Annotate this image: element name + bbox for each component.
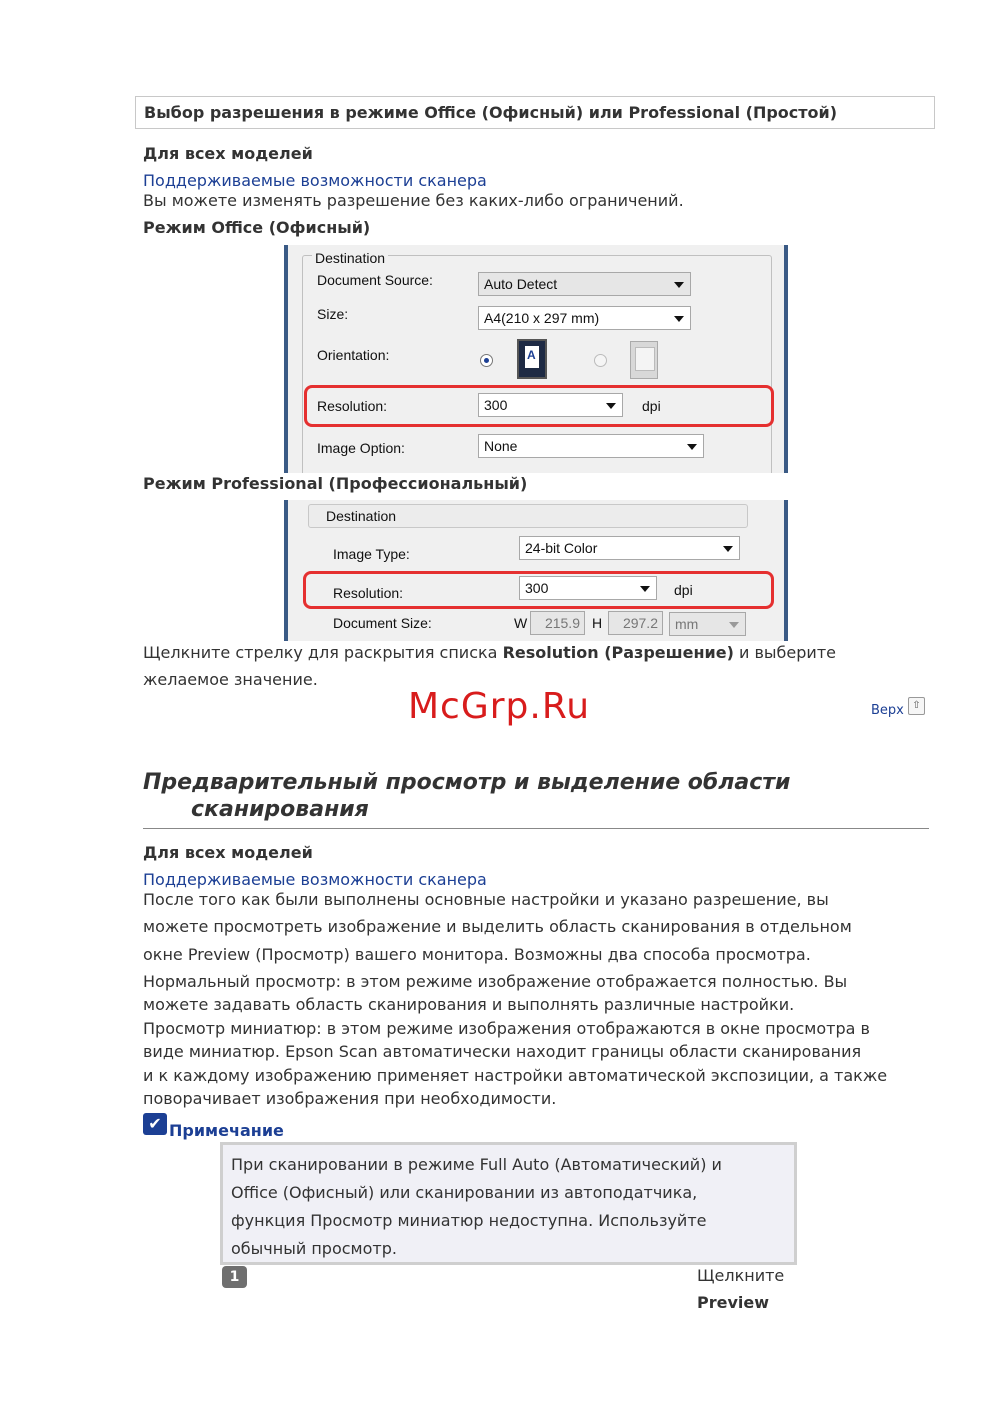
paragraph-line: можете просмотреть изображение и выделить область сканирования в отдельном	[143, 917, 852, 936]
width-label: W	[514, 615, 528, 631]
portrait-radio[interactable]	[480, 354, 493, 367]
image-option-label: Image Option:	[317, 440, 405, 456]
resolution-select[interactable]	[519, 576, 657, 600]
note-line: Office (Офисный) или сканировании из автоподатчика,	[231, 1183, 698, 1202]
note-line: обычный просмотр.	[231, 1239, 397, 1258]
instruction-bold: Resolution (Разрешение)	[502, 643, 734, 662]
note-label: Примечание	[169, 1121, 284, 1140]
paragraph-line: После того как были выполнены основные настройки и указано разрешение, вы	[143, 890, 829, 909]
resolution-value: 300	[484, 397, 508, 413]
chevron-down-icon	[606, 403, 616, 409]
chevron-down-icon	[640, 586, 650, 592]
professional-mode-heading: Режим Professional (Профессиональный)	[143, 474, 528, 493]
section-title-line1: Предварительный просмотр и выделение области	[143, 770, 791, 795]
resolution-label: Resolution:	[333, 585, 404, 601]
chevron-down-icon	[674, 282, 684, 288]
unit-select[interactable]	[669, 612, 746, 636]
portrait-orientation-icon: A	[517, 339, 547, 379]
dpi-label: dpi	[674, 582, 693, 598]
size-value: A4(210 x 297 mm)	[484, 310, 600, 326]
document-source-select[interactable]	[478, 272, 691, 296]
resolution-value: 300	[525, 580, 549, 596]
width-field[interactable]: 215.9	[530, 611, 585, 635]
supported-features-link[interactable]: Поддерживаемые возможности сканера	[143, 870, 487, 889]
instruction-text	[143, 643, 836, 662]
arrow-up-icon[interactable]: ⇧	[908, 697, 925, 715]
paragraph-line: можете задавать область сканирования и выполнять различные настройки.	[143, 995, 795, 1014]
paragraph-line: поворачивает изображения при необходимости.	[143, 1089, 557, 1108]
document-size-label: Document Size:	[333, 615, 432, 631]
image-type-select[interactable]	[519, 536, 740, 560]
image-option-value: None	[484, 438, 518, 454]
document-source-value: Auto Detect	[484, 276, 558, 292]
note-box	[220, 1142, 797, 1265]
note-line: При сканировании в режиме Full Auto (Автоматический) и	[231, 1155, 722, 1174]
image-type-label: Image Type:	[333, 546, 410, 562]
paragraph-line: окне Preview (Просмотр) вашего монитора. Возможны два способа просмотра.	[143, 945, 811, 964]
size-label: Size:	[317, 306, 349, 322]
paragraph-line: Просмотр миниатюр: в этом режиме изображения отображаются в окне просмотра в	[143, 1019, 870, 1038]
note-line: функция Просмотр миниатюр недоступна. Используйте	[231, 1211, 707, 1230]
paragraph-line: и к каждому изображению применяет настройки автоматической экспозиции, а также	[143, 1066, 888, 1085]
image-type-value: 24-bit Color	[525, 540, 598, 556]
paragraph-line: Нормальный просмотр: в этом режиме изображение отображается полностью. Вы	[143, 972, 848, 991]
chevron-down-icon	[687, 444, 697, 450]
watermark: McGrp.Ru	[408, 686, 591, 727]
checkmark-icon: ✔	[143, 1113, 167, 1135]
height-label: H	[592, 615, 603, 631]
instruction-line2: желаемое значение.	[143, 670, 318, 689]
chevron-down-icon	[729, 622, 739, 628]
back-to-top-link[interactable]: Верх	[871, 703, 904, 718]
step-text-bold: Preview	[697, 1293, 770, 1312]
chevron-down-icon	[674, 316, 684, 322]
all-models-label: Для всех моделей	[143, 144, 313, 163]
professional-mode-dialog	[284, 500, 788, 641]
title-divider	[143, 828, 929, 829]
image-option-select[interactable]	[478, 434, 704, 458]
intro-text: Вы можете изменять разрешение без каких-либо ограничений.	[143, 191, 684, 210]
step-number-badge: 1	[222, 1266, 247, 1288]
instruction-pre: Щелкните стрелку для раскрытия списка	[143, 643, 503, 662]
office-mode-dialog	[284, 245, 788, 473]
height-field[interactable]: 297.2	[608, 611, 663, 635]
document-source-label: Document Source:	[317, 272, 433, 288]
paragraph-line: виде миниатюр. Epson Scan автоматически находит границы области сканирования	[143, 1042, 862, 1061]
chevron-down-icon	[723, 546, 733, 552]
landscape-radio[interactable]	[594, 354, 607, 367]
section-title-line2: сканирования	[191, 797, 369, 822]
all-models-label: Для всех моделей	[143, 843, 313, 862]
dpi-label: dpi	[642, 398, 661, 414]
supported-features-link[interactable]: Поддерживаемые возможности сканера	[143, 171, 487, 190]
office-mode-heading: Режим Office (Офисный)	[143, 218, 371, 237]
step-text: Щелкните	[697, 1266, 785, 1285]
destination-group-title: Destination	[326, 508, 397, 524]
section-header: Выбор разрешения в режиме Office (Офисный) или Professional (Простой)	[135, 96, 935, 129]
size-select[interactable]	[478, 306, 691, 330]
orientation-label: Orientation:	[317, 347, 390, 363]
unit-value: mm	[675, 616, 699, 632]
instruction-post: и выберите	[733, 643, 836, 662]
resolution-select[interactable]	[478, 393, 623, 417]
landscape-orientation-icon	[630, 341, 658, 379]
resolution-label: Resolution:	[317, 398, 388, 414]
destination-group-title: Destination	[312, 250, 388, 266]
